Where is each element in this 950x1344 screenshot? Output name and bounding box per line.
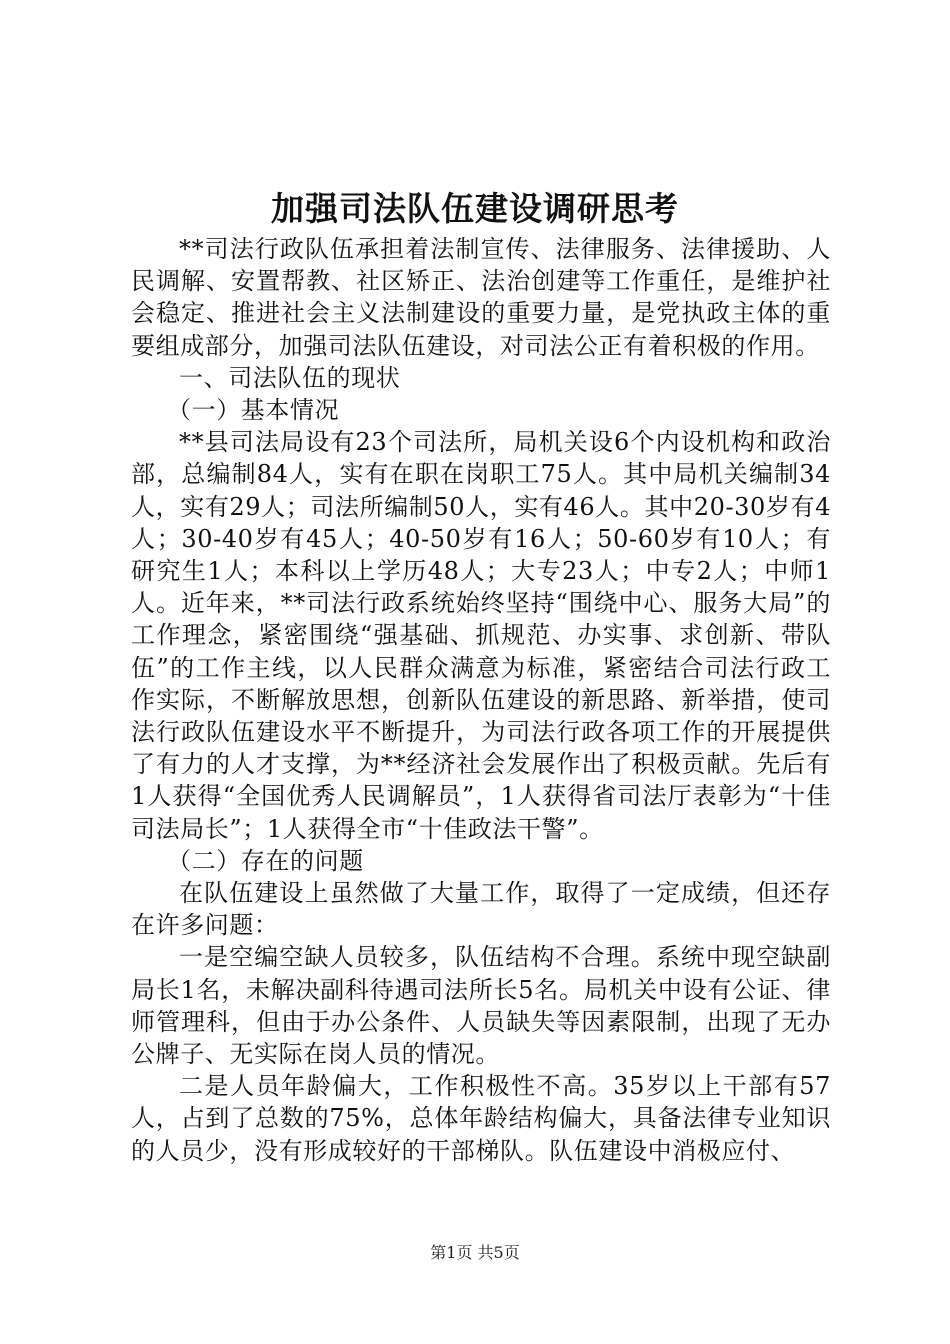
problem-two-paragraph: 二是人员年龄偏大，工作积极性不高。35岁以上干部有57人，占到了总数的75%，总体年龄结构偏大，具备法律专业知识的人员少，没有形成较好的干部梯队。队伍建设中消极应付、: [131, 1072, 831, 1165]
problems-intro-paragraph: 在队伍建设上虽然做了大量工作，取得了一定成绩，但还存在许多问题：: [131, 879, 831, 940]
basic-situation-paragraph: **县司法局设有23个司法所，局机关设6个内设机构和政治部，总编制84人，实有在职在岗职工75人。其中局机关编制34人，实有29人；司法所编制50人，实有46人。其中20-30岁有4人；30-40岁有45人；40-50岁有16人；50-60岁有10人；有研究生1人；本科以上学历48人；大专23人；中专2人；中师1人。近年来，**司法行政系统始终坚持“围绕中心、服务大局”的工作理念，紧密围绕“强基础、抓规范、办实事、求创新、带队伍”的工作主线，以人民群众满意为标准，紧密结合司法行政工作实际，不断解放思想，创新队伍建设的新思路、新举措，使司法行政队伍建设水平不断提升，为司法行政各项工作的开展提供了有力的人才支撑，为**经济社会发展作出了积极贡献。先后有1人获得“全国优秀人民调解员”，1人获得省司法厅表彰为“十佳司法局长”；1人获得全市“十佳政法干警”。: [131, 428, 831, 843]
section-heading-status: 一、司法队伍的现状: [179, 363, 401, 392]
intro-paragraph: **司法行政队伍承担着法制宣传、法律服务、法律援助、人民调解、安置帮教、社区矫正、法治创建等工作重任，是维护社会稳定、推进社会主义法制建设的重要力量，是党执政主体的重要组成部分，加强司法队伍建设，对司法公正有着积极的作用。: [131, 235, 831, 360]
document-body: [131, 233, 831, 1167]
subsection-heading-basic: （一）基本情况: [167, 396, 340, 425]
problem-one-paragraph: 一是空编空缺人员较多，队伍结构不合理。系统中现空缺副局长1名，未解决副科待遇司法所长5名。局机关中设有公证、律师管理科，但由于办公条件、人员缺失等因素限制，出现了无办公牌子、无实际在岗人员的情况。: [131, 943, 831, 1069]
document-title: 加强司法队伍建设调研思考: [271, 189, 679, 228]
subsection-heading-problems: （二）存在的问题: [167, 846, 364, 875]
page-footer: 第1页 共5页: [430, 1243, 520, 1262]
